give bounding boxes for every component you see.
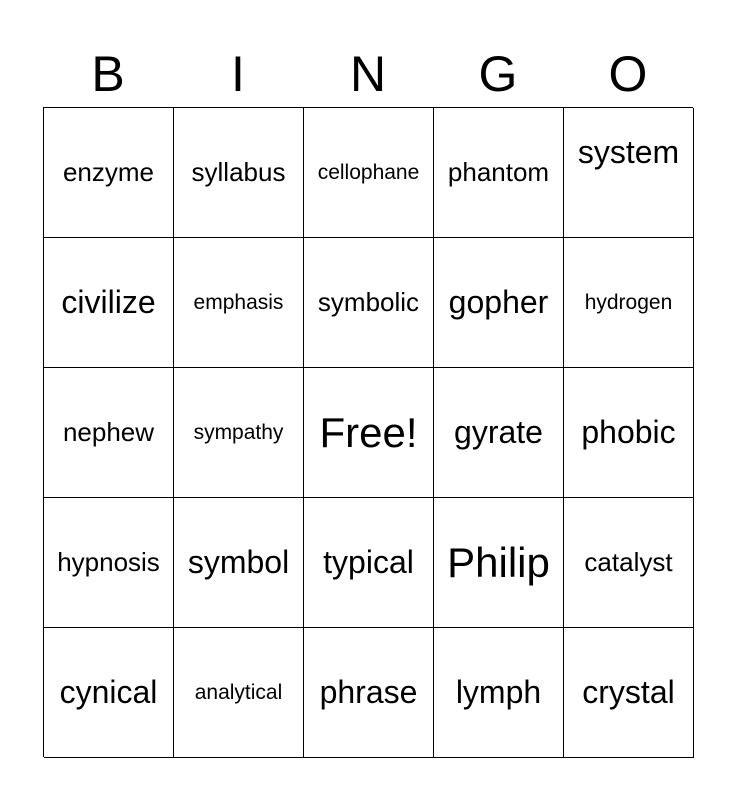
bingo-cell: civilize	[44, 238, 174, 368]
bingo-cell: hypnosis	[44, 498, 174, 628]
bingo-cell: phrase	[304, 628, 434, 758]
bingo-cell: enzyme	[44, 108, 174, 238]
bingo-cell: cynical	[44, 628, 174, 758]
bingo-cell: system	[564, 108, 694, 238]
bingo-cell: crystal	[564, 628, 694, 758]
free-space: Free!	[304, 368, 434, 498]
header-letter-i: I	[231, 46, 245, 102]
bingo-header	[43, 44, 693, 104]
header-letter-o: O	[608, 46, 648, 102]
bingo-cell: typical	[304, 498, 434, 628]
bingo-cell: sympathy	[174, 368, 304, 498]
bingo-cell: syllabus	[174, 108, 304, 238]
bingo-cell: symbol	[174, 498, 304, 628]
bingo-cell: analytical	[174, 628, 304, 758]
bingo-cell: symbolic	[304, 238, 434, 368]
bingo-cell: lymph	[434, 628, 564, 758]
header-letter-n: N	[349, 46, 387, 102]
bingo-cell: emphasis	[174, 238, 304, 368]
bingo-cell: catalyst	[564, 498, 694, 628]
bingo-cell: cellophane	[304, 108, 434, 238]
header-letter-g: G	[478, 46, 518, 102]
bingo-cell: nephew	[44, 368, 174, 498]
bingo-cell: gyrate	[434, 368, 564, 498]
bingo-cell: gopher	[434, 238, 564, 368]
bingo-grid	[43, 107, 693, 757]
header-letter-b: B	[91, 46, 125, 102]
bingo-cell: hydrogen	[564, 238, 694, 368]
bingo-cell: phantom	[434, 108, 564, 238]
bingo-cell: phobic	[564, 368, 694, 498]
bingo-cell: Philip	[434, 498, 564, 628]
